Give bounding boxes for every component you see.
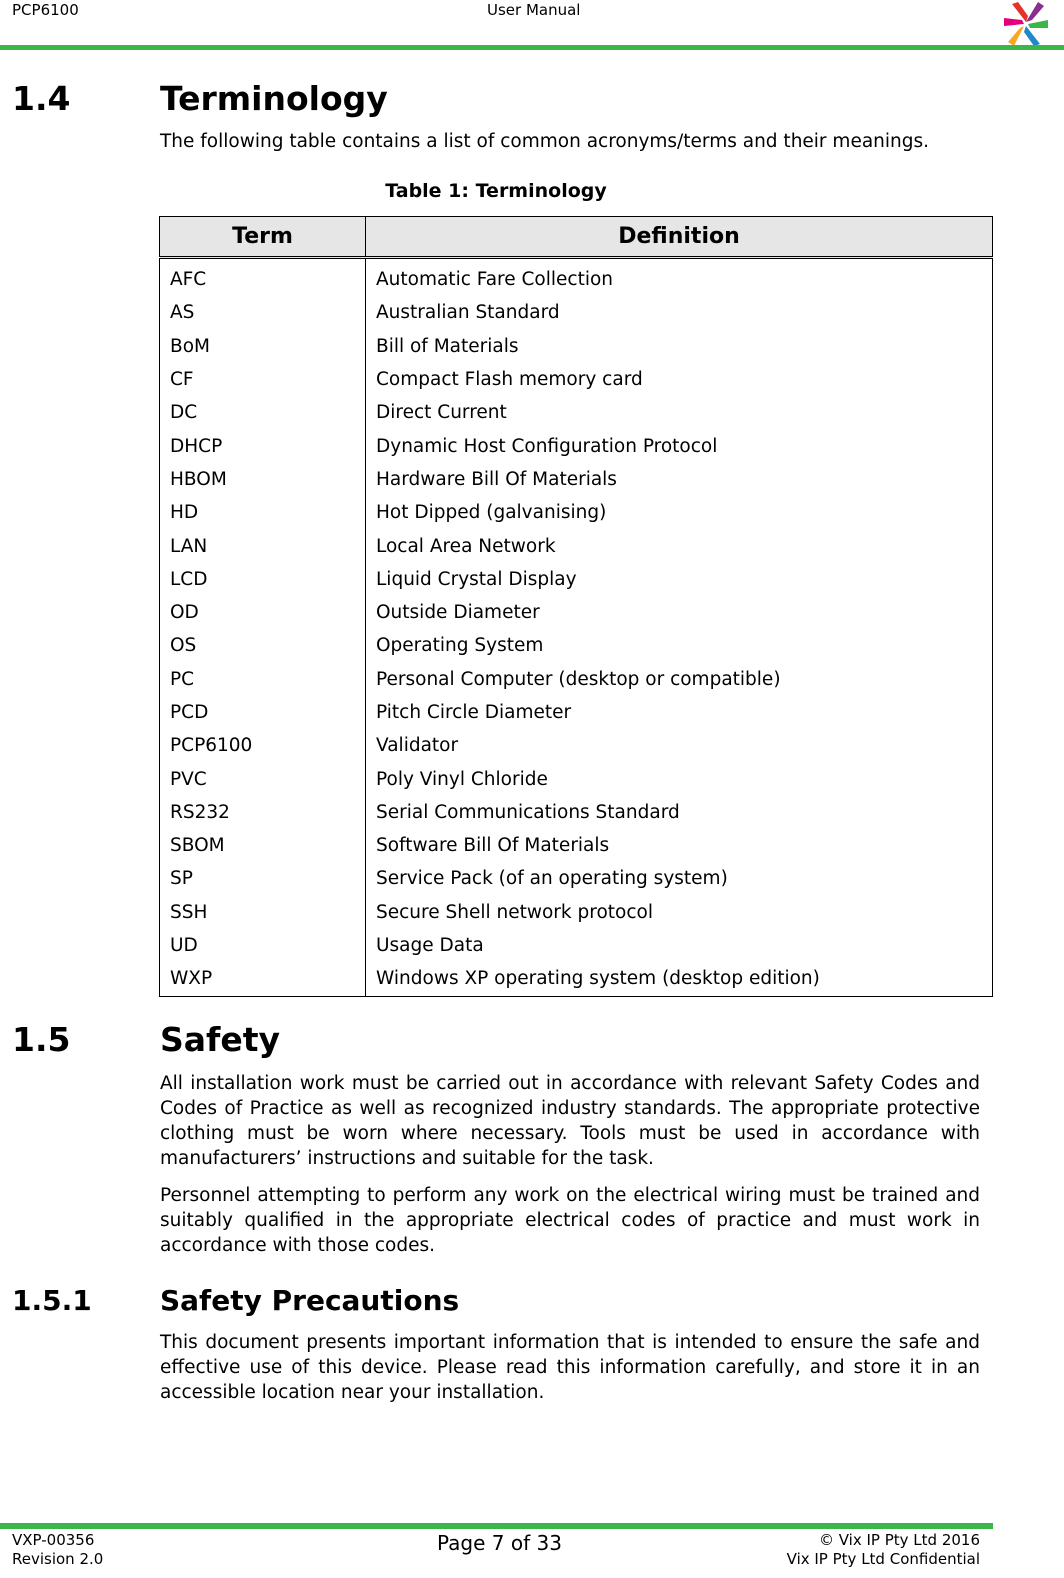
definition-cell: Pitch Circle Diameter — [366, 696, 993, 729]
term-cell: SBOM — [160, 829, 366, 862]
table-row — [160, 696, 993, 729]
table-row — [160, 363, 993, 396]
definition-cell: Dynamic Host Configuration Protocol — [366, 429, 993, 462]
definition-cell: Secure Shell network protocol — [366, 896, 993, 929]
term-cell: HBOM — [160, 463, 366, 496]
term-cell: LAN — [160, 529, 366, 562]
term-cell: WXP — [160, 962, 366, 996]
definition-cell: Australian Standard — [366, 296, 993, 329]
definition-cell: Serial Communications Standard — [366, 796, 993, 829]
table-row — [160, 962, 993, 996]
table-row — [160, 563, 993, 596]
footer-page-number: Page 7 of 33 — [437, 1531, 562, 1555]
definition-cell: Direct Current — [366, 396, 993, 429]
definition-cell: Software Bill Of Materials — [366, 829, 993, 862]
term-cell: AFC — [160, 258, 366, 297]
section-number: 1.5 — [12, 1020, 71, 1059]
term-cell: PCP6100 — [160, 729, 366, 762]
definition-cell: Hot Dipped (galvanising) — [366, 496, 993, 529]
term-cell: LCD — [160, 563, 366, 596]
term-cell: PVC — [160, 762, 366, 795]
terminology-intro: The following table contains a list of common acronyms/terms and their meanings. — [160, 131, 930, 152]
table-row — [160, 762, 993, 795]
col-definition-header: Definition — [366, 217, 993, 258]
definition-cell: Validator — [366, 729, 993, 762]
term-cell: AS — [160, 296, 366, 329]
table-row — [160, 396, 993, 429]
definition-cell: Service Pack (of an operating system) — [366, 862, 993, 895]
company-logo-icon — [1000, 0, 1052, 48]
table-row — [160, 296, 993, 329]
term-cell: HD — [160, 496, 366, 529]
term-cell: DC — [160, 396, 366, 429]
term-cell: OS — [160, 629, 366, 662]
table-body — [160, 258, 993, 997]
definition-cell: Hardware Bill Of Materials — [366, 463, 993, 496]
safety-paragraph-1: All installation work must be carried out in accordance with relevant Safety Codes and Codes of Practice as well as recognized industry standards. The appropriate protective clothing must be worn where necessary. Tools must be used in accordance with manufacturers’ instructions and suitable for the task. — [160, 1073, 980, 1169]
table-row — [160, 463, 993, 496]
safety-paragraph-2: Personnel attempting to perform any work on the electrical wiring must be trained and suitably qualified in the appropriate electrical codes of practice and must work in accordance with those codes. — [160, 1185, 980, 1256]
col-term-header: Term — [160, 217, 366, 258]
term-cell: SSH — [160, 896, 366, 929]
term-cell: PC — [160, 663, 366, 696]
table-header-row — [160, 217, 993, 258]
term-cell: UD — [160, 929, 366, 962]
term-cell: SP — [160, 862, 366, 895]
section-title: Safety Precautions — [160, 1284, 460, 1317]
table-row — [160, 330, 993, 363]
terminology-table — [159, 216, 993, 997]
definition-cell: Bill of Materials — [366, 330, 993, 363]
definition-cell: Outside Diameter — [366, 596, 993, 629]
definition-cell: Liquid Crystal Display — [366, 563, 993, 596]
table-row — [160, 929, 993, 962]
footer-copyright: © Vix IP Pty Ltd 2016 — [818, 1531, 980, 1549]
header-doc-type: User Manual — [487, 1, 581, 19]
table-row — [160, 596, 993, 629]
header-product: PCP6100 — [12, 1, 79, 19]
footer-rule — [0, 1523, 993, 1529]
footer-doc-id: VXP-00356 — [12, 1531, 95, 1549]
table-row — [160, 496, 993, 529]
table-row — [160, 529, 993, 562]
term-cell: PCD — [160, 696, 366, 729]
footer-revision: Revision 2.0 — [12, 1550, 104, 1568]
definition-cell: Usage Data — [366, 929, 993, 962]
precautions-paragraph: This document presents important information that is intended to ensure the safe and effective use of this device. Please read this information carefully, and store it in an accessible location near your installation. — [160, 1332, 980, 1403]
definition-cell: Compact Flash memory card — [366, 363, 993, 396]
definition-cell: Automatic Fare Collection — [366, 258, 993, 297]
table-row — [160, 829, 993, 862]
table-row — [160, 896, 993, 929]
table-row — [160, 663, 993, 696]
section-number: 1.5.1 — [12, 1284, 92, 1317]
table-row — [160, 629, 993, 662]
section-number: 1.4 — [12, 79, 71, 118]
term-cell: BoM — [160, 330, 366, 363]
section-title: Safety — [160, 1020, 281, 1059]
footer-confidential: Vix IP Pty Ltd Confidential — [786, 1550, 980, 1568]
term-cell: OD — [160, 596, 366, 629]
term-cell: RS232 — [160, 796, 366, 829]
term-cell: CF — [160, 363, 366, 396]
definition-cell: Windows XP operating system (desktop edition) — [366, 962, 993, 996]
header-rule — [0, 45, 1064, 50]
section-title: Terminology — [160, 79, 388, 118]
term-cell: DHCP — [160, 429, 366, 462]
definition-cell: Poly Vinyl Chloride — [366, 762, 993, 795]
definition-cell: Operating System — [366, 629, 993, 662]
table-row — [160, 796, 993, 829]
table-row — [160, 258, 993, 297]
table-caption: Table 1: Terminology — [385, 180, 607, 202]
definition-cell: Personal Computer (desktop or compatible) — [366, 663, 993, 696]
definition-cell: Local Area Network — [366, 529, 993, 562]
table-row — [160, 429, 993, 462]
table-row — [160, 862, 993, 895]
table-row — [160, 729, 993, 762]
